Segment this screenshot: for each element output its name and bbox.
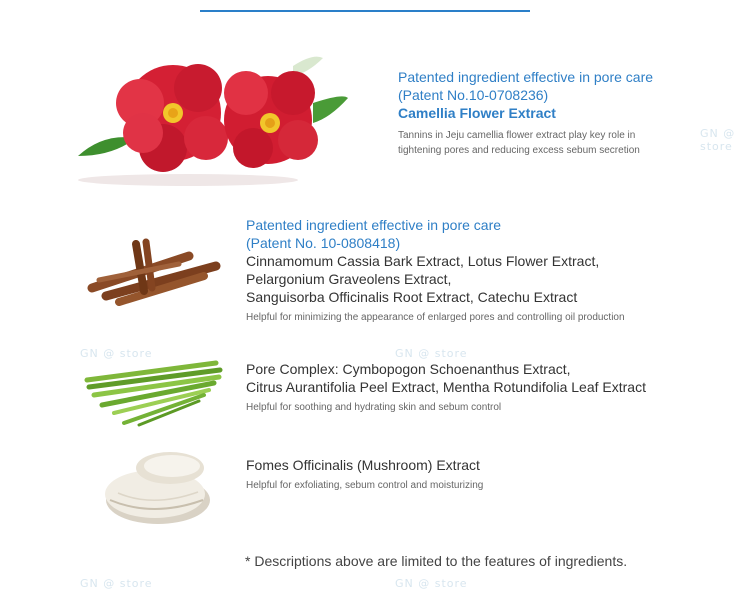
cinnamon-sticks-icon — [84, 236, 224, 311]
patent-headline: Patented ingredient effective in pore care — [398, 69, 654, 85]
ingredient-name: Pore Complex: Cymbopogon Schoenanthus Extract, — [246, 361, 571, 377]
cinnamon-text-block — [246, 216, 625, 325]
ingredient-description: Helpful for exfoliating, sebum control and moisturizing — [246, 480, 484, 491]
patent-headline: Patented ingredient effective in pore care — [246, 217, 502, 233]
watermark: GN @ store — [80, 577, 153, 590]
watermark: GN @ store — [80, 347, 153, 360]
ingredient-name: Citrus Aurantifolia Peel Extract, Mentha Rotundifolia Leaf Extract — [246, 379, 646, 395]
mushroom-text-block — [246, 456, 483, 493]
watermark: GN @ store — [700, 127, 736, 153]
pore-complex-text-block — [246, 360, 646, 415]
ingredient-name: Pelargonium Graveolens Extract, — [246, 271, 452, 287]
ingredient-description: tightening pores and reducing excess sebum secretion — [398, 145, 640, 156]
ingredient-name: Fomes Officinalis (Mushroom) Extract — [246, 457, 480, 473]
ingredient-name: Cinnamomum Cassia Bark Extract, Lotus Flower Extract, — [246, 253, 600, 269]
header-divider — [200, 10, 530, 12]
lemongrass-icon — [84, 355, 224, 435]
patent-number: (Patent No.10-0708236) — [398, 87, 549, 103]
ingredient-description: Helpful for minimizing the appearance of enlarged pores and controlling oil production — [246, 312, 625, 323]
footnote: * Descriptions above are limited to the features of ingredients. — [245, 553, 628, 569]
mushroom-icon — [98, 448, 213, 533]
watermark: GN @ store — [395, 347, 468, 360]
ingredient-name: Camellia Flower Extract — [398, 105, 556, 121]
ingredient-description: Tannins in Jeju camellia flower extract play key role in — [398, 130, 636, 141]
watermark: GN @ store — [395, 577, 468, 590]
camellia-flower-icon — [68, 48, 353, 193]
ingredient-name: Sanguisorba Officinalis Root Extract, Catechu Extract — [246, 289, 578, 305]
camellia-text-block — [398, 68, 653, 158]
patent-number: (Patent No. 10-0808418) — [246, 235, 401, 251]
ingredient-description: Helpful for soothing and hydrating skin and sebum control — [246, 402, 502, 413]
